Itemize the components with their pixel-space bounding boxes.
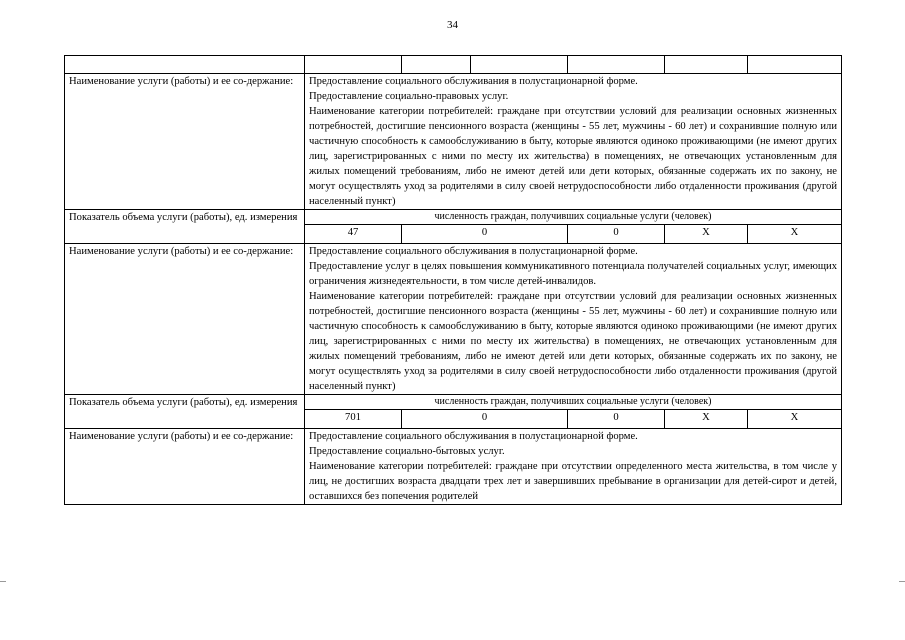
service-line: Наименование категории потребителей: граждане при отсутствии условий для реализации основных жизненных потребностей, достигшие пенсионного возраста (женщины - 55 лет, мужчины - 60 лет) и сохранившие полную или частичную способность к самообслуживанию в быту, которые являются одиноко проживающими (не имеют других лиц, зарегистрированных с ними по месту их жительства) в помещениях, не отвечающих установленным для жилых помещений требованиям, либо не имеют детей или дети которых, обязанные содержать их по закону, не могут осуществлять уход за родителями в силу своей нетрудоспособности либо отдаленности проживания (другой населенный пункт)	[309, 291, 837, 392]
service-row	[65, 244, 842, 395]
scan-edge-mark	[899, 581, 905, 582]
blank-cell	[665, 56, 748, 74]
service-description	[305, 244, 842, 395]
service-description	[305, 74, 842, 210]
indicator-value: Х	[748, 225, 842, 244]
indicator-row	[65, 210, 842, 225]
blank-header-row	[65, 56, 842, 74]
service-line: Предоставление социального обслуживания в полустационарной форме.	[309, 246, 638, 257]
service-line: Предоставление социально-правовых услуг.	[309, 91, 509, 102]
service-row	[65, 429, 842, 505]
service-row	[65, 74, 842, 210]
services-table	[64, 55, 842, 505]
service-line: Предоставление услуг в целях повышения коммуникативного потенциала получателей социальных услуг, имеющих ограничения жизнедеятельности, в том числе детей-инвалидов.	[309, 261, 837, 287]
indicator-row	[65, 395, 842, 410]
blank-cell	[568, 56, 665, 74]
indicator-label: Показатель объема услуги (работы), ед. измерения	[65, 395, 305, 429]
service-label: Наименование услуги (работы) и ее со-держание:	[65, 244, 305, 395]
indicator-value: 0	[568, 225, 665, 244]
indicator-label: Показатель объема услуги (работы), ед. измерения	[65, 210, 305, 244]
service-line: Наименование категории потребителей: граждане при отсутствии условий для реализации основных жизненных потребностей, достигшие пенсионного возраста (женщины - 55 лет, мужчины - 60 лет) и сохранившие полную или частичную способность к самообслуживанию в быту, которые являются одиноко проживающими (не имеют других лиц, зарегистрированных с ними по месту их жительства) в помещениях, не отвечающих установленным для жилых помещений требованиям, либо не имеют детей или дети которых, обязанные содержать их по закону, не могут осуществлять уход за родителями в силу своей нетрудоспособности либо отдаленности проживания (другой населенный пункт)	[309, 106, 837, 207]
indicator-value: Х	[665, 410, 748, 429]
service-line: Предоставление социально-бытовых услуг.	[309, 446, 505, 457]
blank-cell	[305, 56, 402, 74]
indicator-value: 0	[402, 410, 568, 429]
scan-edge-mark	[0, 581, 6, 582]
service-label: Наименование услуги (работы) и ее со-держание:	[65, 74, 305, 210]
blank-cell	[471, 56, 568, 74]
service-line: Предоставление социального обслуживания в полустационарной форме.	[309, 431, 638, 442]
blank-cell	[748, 56, 842, 74]
service-line: Наименование категории потребителей: граждане при отсутствии определенного места жительства, в том числе у лиц, не достигших возраста двадцати трех лет и завершивших пребывание в организации для детей-сирот и детей, оставшихся без попечения родителей	[309, 461, 837, 502]
indicator-value: Х	[665, 225, 748, 244]
indicator-value: 47	[305, 225, 402, 244]
service-label: Наименование услуги (работы) и ее со-держание:	[65, 429, 305, 505]
blank-cell	[65, 56, 305, 74]
service-description	[305, 429, 842, 505]
service-line: Предоставление социального обслуживания в полустационарной форме.	[309, 76, 638, 87]
indicator-value: 0	[402, 225, 568, 244]
indicator-value: 0	[568, 410, 665, 429]
indicator-header: численность граждан, получивших социальные услуги (человек)	[305, 210, 842, 225]
blank-cell	[402, 56, 471, 74]
page-number: 34	[447, 19, 458, 31]
indicator-header: численность граждан, получивших социальные услуги (человек)	[305, 395, 842, 410]
indicator-value: Х	[748, 410, 842, 429]
indicator-value: 701	[305, 410, 402, 429]
